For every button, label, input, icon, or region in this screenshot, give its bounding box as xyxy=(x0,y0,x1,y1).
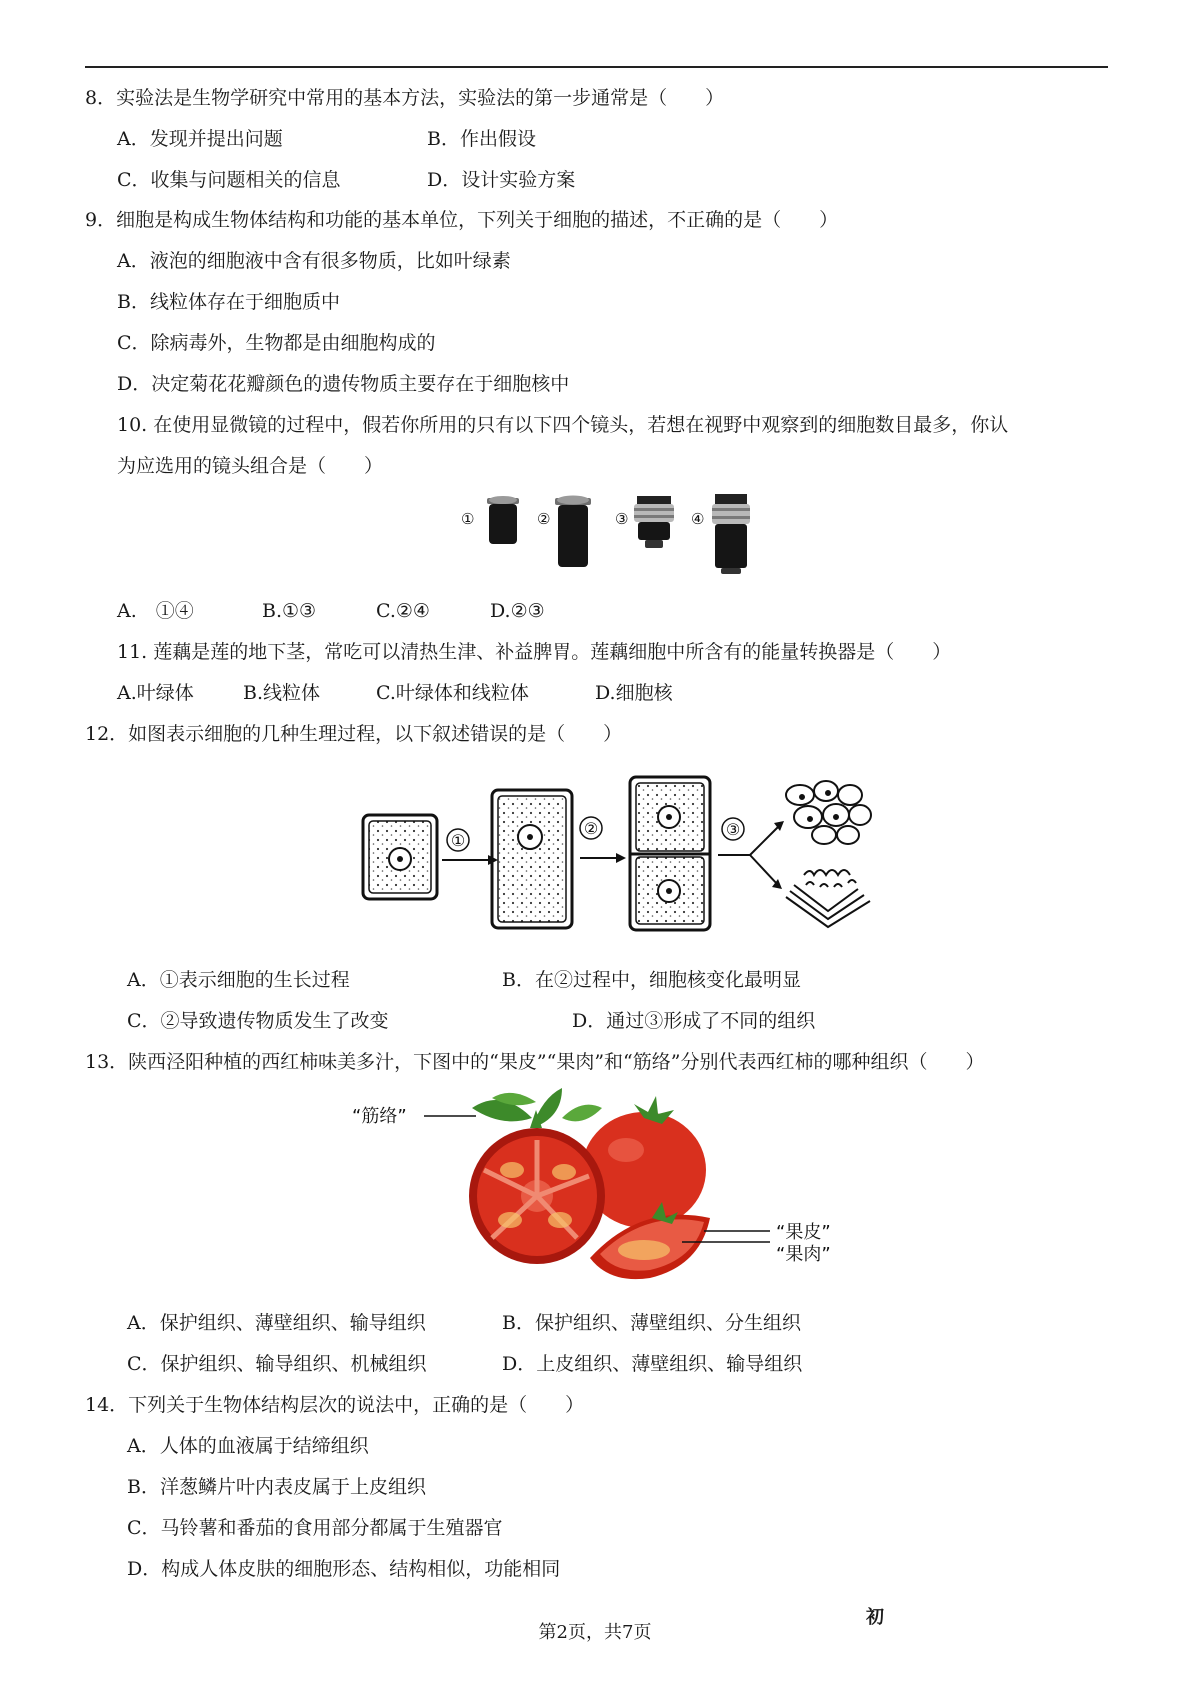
q9-option-b: B．线粒体存在于细胞质中 xyxy=(117,291,340,313)
q10-option-c: C.②④ xyxy=(376,600,430,622)
label-flesh: “果肉” xyxy=(776,1244,831,1265)
tomato-halved xyxy=(469,1110,605,1264)
q10-stem-line2: 为应选用的镜头组合是（ ） xyxy=(117,455,384,477)
q9-option-c: C．除病毒外，生物都是由细胞构成的 xyxy=(117,332,436,354)
q11-stem: 11. 莲藕是莲的地下茎，常吃可以清热生津、补益脾胃。莲藕细胞中所含有的能量转换器是（ ） xyxy=(117,641,952,663)
corner-mark: 初 xyxy=(866,1607,884,1628)
lens-1-icon xyxy=(487,496,519,544)
q13-option-c: C．保护组织、输导组织、机械组织 xyxy=(127,1353,427,1375)
lens-2-icon xyxy=(555,496,591,568)
q10-option-b: B.①③ xyxy=(262,600,317,622)
header-rule xyxy=(85,66,1108,68)
q11-option-b: B.线粒体 xyxy=(243,682,321,704)
lens-figure xyxy=(455,490,775,580)
q14-option-c: C．马铃薯和番茄的食用部分都属于生殖器官 xyxy=(127,1517,503,1539)
tomato-figure xyxy=(352,1088,872,1293)
cell-grown xyxy=(492,790,572,928)
page-number: 第2页，共7页 xyxy=(538,1622,652,1643)
q8-option-a: A．发现并提出问题 xyxy=(117,128,283,150)
cell-small xyxy=(363,815,437,899)
cell-process-figure xyxy=(358,775,878,933)
lens-3-icon xyxy=(634,496,674,548)
process-3-label: ③ xyxy=(725,820,741,839)
q12-stem: 12．如图表示细胞的几种生理过程，以下叙述错误的是（ ） xyxy=(85,723,623,745)
q9-option-d: D．决定菊花花瓣颜色的遗传物质主要存在于细胞核中 xyxy=(117,373,570,395)
q14-stem: 14．下列关于生物体结构层次的说法中，正确的是（ ） xyxy=(85,1394,585,1416)
q8-option-d: D．设计实验方案 xyxy=(427,169,576,191)
q9-option-a: A．液泡的细胞液中含有很多物质，比如叶绿素 xyxy=(117,250,511,272)
label-vein: “筋络” xyxy=(352,1106,407,1127)
tissue-rounded-cells xyxy=(786,781,871,844)
q10-option-d: D.②③ xyxy=(490,600,545,622)
q13-option-b: B．保护组织、薄壁组织、分生组织 xyxy=(502,1312,801,1334)
q9-stem: 9．细胞是构成生物体结构和功能的基本单位，下列关于细胞的描述，不正确的是（ ） xyxy=(85,209,839,231)
q10-stem-line1: 10. 在使用显微镜的过程中，假若你所用的只有以下四个镜头，若想在视野中观察到的细胞数目最多，你认 xyxy=(117,414,1009,436)
q11-option-a: A.叶绿体 xyxy=(117,682,194,704)
lens-2-label: ② xyxy=(537,510,551,528)
lens-4-label: ④ xyxy=(691,510,705,528)
lens-3-label: ③ xyxy=(615,510,629,528)
q14-option-a: A．人体的血液属于结缔组织 xyxy=(127,1435,369,1457)
q13-stem: 13．陕西泾阳种植的西红柿味美多汁，下图中的“果皮”“果肉”和“筋络”分别代表西红柿的哪种组织（ ） xyxy=(85,1051,985,1073)
tissue-layered-cells xyxy=(786,870,870,927)
q12-option-c: C．②导致遗传物质发生了改变 xyxy=(127,1010,389,1032)
q14-option-b: B．洋葱鳞片叶内表皮属于上皮组织 xyxy=(127,1476,426,1498)
q13-option-d: D．上皮组织、薄壁组织、输导组织 xyxy=(502,1353,803,1375)
process-1-label: ① xyxy=(450,831,466,850)
lens-4-icon xyxy=(712,494,750,574)
q12-option-d: D．通过③形成了不同的组织 xyxy=(572,1010,816,1032)
q14-option-d: D．构成人体皮肤的细胞形态、结构相似，功能相同 xyxy=(127,1558,561,1580)
process-2-label: ② xyxy=(583,819,599,838)
q8-stem: 8．实验法是生物学研究中常用的基本方法，实验法的第一步通常是（ ） xyxy=(85,87,725,109)
label-peel: “果皮” xyxy=(776,1222,831,1243)
q8-option-c: C．收集与问题相关的信息 xyxy=(117,169,341,191)
q12-option-a: A．①表示细胞的生长过程 xyxy=(127,969,350,991)
q12-option-b: B．在②过程中，细胞核变化最明显 xyxy=(502,969,801,991)
q13-option-a: A．保护组织、薄壁组织、输导组织 xyxy=(127,1312,426,1334)
cells-divided xyxy=(630,777,710,930)
q11-option-d: D.细胞核 xyxy=(595,682,673,704)
q10-option-a: A. ①④ xyxy=(117,600,194,622)
lens-1-label: ① xyxy=(461,510,475,528)
q8-option-b: B．作出假设 xyxy=(427,128,536,150)
q11-option-c: C.叶绿体和线粒体 xyxy=(376,682,529,704)
